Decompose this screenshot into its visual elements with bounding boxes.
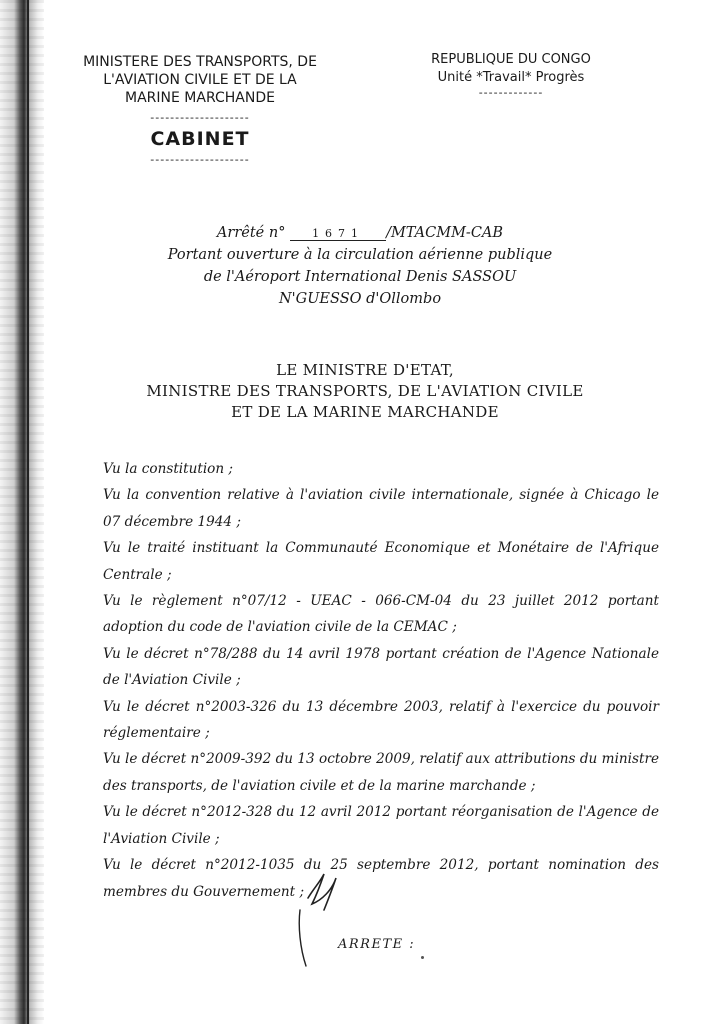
ministry-header [40,53,360,107]
visas-list [103,456,659,905]
decree-label: Arrêté n° [216,225,286,241]
republic-separator: ------------- [478,86,544,99]
cabinet-title: CABINET [150,128,250,150]
arrete-label: ARRETE : [338,937,416,952]
handwritten-initials [286,860,356,970]
scan-speck [421,956,424,959]
visa-item: Vu le décret n°2003-326 du 13 décembre 2003, relatif à l'exercice du pouvoir réglementaire ; [103,698,659,742]
visa-item: Vu le décret n°2009-392 du 13 octobre 2009, relatif aux attributions du ministre des transports, de l'aviation civile et de la marine marchande ; [103,751,659,794]
visa-item: Vu la convention relative à l'aviation civile internationale, signée à Chicago le 07 décembre 1944 ; [103,487,659,530]
republic-name: REPUBLIQUE DU CONGO [431,52,591,67]
visa-item: Vu le décret n°78/288 du 14 avril 1978 portant création de l'Agence Nationale de l'Aviation Civile ; [103,645,659,689]
decree-number: 1671 [290,227,386,241]
republic-motto: Unité *Travail* Progrès [437,70,585,85]
scan-streak [27,0,29,1024]
visa-item: Vu le traité instituant la Communauté Economique et Monétaire de l'Afrique Centrale ; [103,540,659,583]
ministry-line-1: MINISTERE DES TRANSPORTS, DE [83,54,317,70]
republic-header [400,51,622,99]
minister-title [110,360,620,423]
decree-number-line [150,222,570,244]
separator-top: -------------------- [150,111,250,124]
decree-object-line-2: de l'Aéroport International Denis SASSOU [203,269,517,285]
visa-item: Vu le décret n°2012-328 du 12 avril 2012 portant réorganisation de l'Agence de l'Aviation Civile ; [103,804,659,847]
decree-object-line-3: N'GUESSO d'Ollombo [278,291,442,307]
minister-line-1: LE MINISTRE D'ETAT, [276,361,454,379]
visa-item: Vu le règlement n°07/12 - UEAC - 066-CM-04 du 23 juillet 2012 portant adoption du code de l'aviation civile de la CEMAC ; [103,593,659,636]
visa-item: Vu le décret n°2012-1035 du 25 septembre 2012, portant nomination des membres du Gouvernement ; [103,857,659,900]
scan-binding-edge [0,0,44,1024]
visa-item: Vu la constitution ; [103,461,234,477]
decree-suffix: /MTACMM-CAB [386,225,504,241]
ministry-line-3: MARINE MARCHANDE [125,90,275,106]
ministry-line-2: L'AVIATION CIVILE ET DE LA [103,72,297,88]
cabinet-block [40,112,360,166]
separator-bottom: -------------------- [150,153,250,166]
decree-object-line-1: Portant ouverture à la circulation aérienne publique [167,247,553,263]
minister-line-3: ET DE LA MARINE MARCHANDE [231,403,499,421]
decree-heading [150,222,570,310]
minister-line-2: MINISTRE DES TRANSPORTS, DE L'AVIATION CIVILE [146,382,584,400]
